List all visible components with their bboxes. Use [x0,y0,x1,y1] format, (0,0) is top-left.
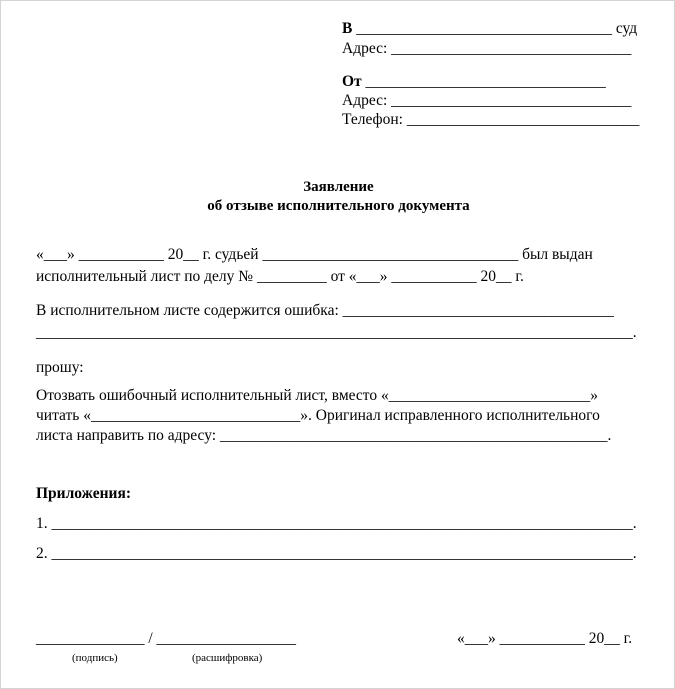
request-text-line-2: читать «___________________________». Оригинал исправленного исполнительного [36,407,600,424]
attachment-item-2: 2. ___________________________________________________________________________. [36,545,637,562]
attachment-item-1: 1. ___________________________________________________________________________. [36,515,637,532]
error-description-line-1: В исполнительном листе содержится ошибка: ___________________________________ [36,302,614,319]
attachments-heading: Приложения: [36,485,131,502]
signature-line: ______________ / __________________ [36,630,297,647]
name-decode-caption: (расшифровка) [192,652,263,664]
request-text-line-1: Отозвать ошибочный исполнительный лист, вместо «__________________________» [36,387,598,404]
error-description-line-2: _____________________________________________________________________________. [36,324,637,341]
signature-caption: (подпись) [72,652,118,664]
issue-details-line-1: «___» ___________ 20__ г. судьей _________________________________ был выдан [36,246,593,263]
recipient-court-line [342,20,637,38]
sender-prefix: От [342,73,362,90]
sender-name-blank: _______________________________ [361,73,606,90]
recipient-address: Адрес: _______________________________ [342,40,632,57]
recipient-court-blank: _________________________________ суд [352,20,638,37]
recipient-prefix: В [342,20,353,37]
document-subtitle: об отзыве исполнительного документа [207,198,470,214]
issue-details-line-2: исполнительный лист по делу № _________ от «___» ___________ 20__ г. [36,268,524,285]
request-label: прошу: [36,359,84,376]
document-title: Заявление [303,179,374,195]
request-text-line-3: листа направить по адресу: __________________________________________________. [36,427,612,444]
sender-address: Адрес: _______________________________ [342,92,632,109]
signature-date: «___» ___________ 20__ г. [457,630,633,647]
sender-phone: Телефон: ______________________________ [342,111,640,128]
sender-line [342,73,606,91]
